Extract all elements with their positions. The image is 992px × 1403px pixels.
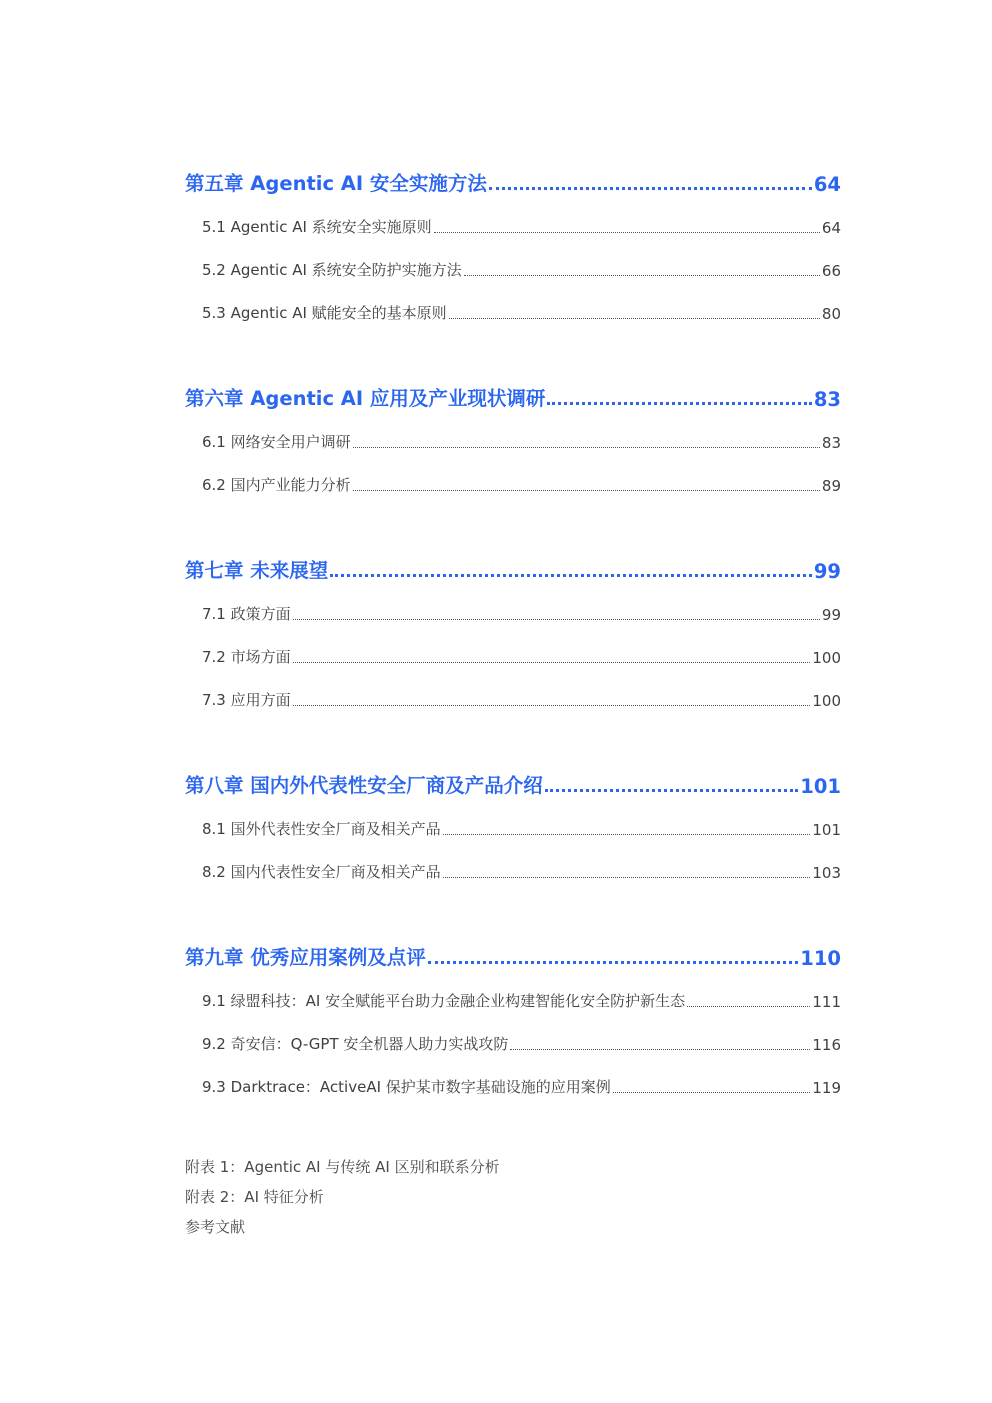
leader-dots xyxy=(353,447,820,448)
chapter-title: 第七章 未来展望 xyxy=(185,559,329,582)
section-title: 5.2 Agentic AI 系统安全防护实施方法 xyxy=(202,261,462,279)
toc-section-7-1[interactable] xyxy=(202,600,841,624)
toc-section-7-3[interactable] xyxy=(202,686,841,710)
section-title: 9.1 绿盟科技：AI 安全赋能平台助力金融企业构建智能化安全防护新生态 xyxy=(202,992,686,1010)
section-title: 8.1 国外代表性安全厂商及相关产品 xyxy=(202,820,441,838)
toc-section-5-2[interactable] xyxy=(202,256,841,280)
toc-section-8-2[interactable] xyxy=(202,858,841,882)
leader-dots xyxy=(687,1006,810,1007)
toc-section-6-1[interactable] xyxy=(202,428,841,452)
chapter-page-number: 110 xyxy=(800,947,841,970)
leader-dots xyxy=(330,574,812,577)
leader-dots xyxy=(613,1092,811,1093)
leader-dots xyxy=(510,1049,810,1050)
appendix-table-2[interactable]: 附表 2：AI 特征分析 xyxy=(185,1188,324,1206)
leader-dots xyxy=(434,232,820,233)
toc-section-6-2[interactable] xyxy=(202,471,841,495)
toc-section-7-2[interactable] xyxy=(202,643,841,667)
leader-dots xyxy=(449,318,820,319)
section-title: 6.2 国内产业能力分析 xyxy=(202,476,351,494)
leader-dots xyxy=(464,275,820,276)
section-page-number: 66 xyxy=(821,262,841,280)
toc-chapter-9[interactable] xyxy=(185,940,841,970)
leader-dots xyxy=(293,705,811,706)
section-title: 5.3 Agentic AI 赋能安全的基本原则 xyxy=(202,304,447,322)
section-title: 5.1 Agentic AI 系统安全实施原则 xyxy=(202,218,432,236)
chapter-title: 第八章 国内外代表性安全厂商及产品介绍 xyxy=(185,774,543,797)
leader-dots xyxy=(293,619,820,620)
section-title: 8.2 国内代表性安全厂商及相关产品 xyxy=(202,863,441,881)
toc-section-9-3[interactable] xyxy=(202,1073,841,1097)
toc-chapter-7[interactable] xyxy=(185,553,841,583)
section-page-number: 89 xyxy=(821,477,841,495)
toc-chapter-6[interactable] xyxy=(185,381,841,411)
leader-dots xyxy=(353,490,820,491)
toc-section-5-1[interactable] xyxy=(202,213,841,237)
chapter-page-number: 83 xyxy=(813,388,841,411)
appendix-table-1[interactable]: 附表 1：Agentic AI 与传统 AI 区别和联系分析 xyxy=(185,1158,500,1176)
section-title: 9.2 奇安信：Q-GPT 安全机器人助力实战攻防 xyxy=(202,1035,509,1053)
chapter-page-number: 101 xyxy=(800,775,841,798)
section-page-number: 111 xyxy=(812,993,841,1011)
chapter-title: 第九章 优秀应用案例及点评 xyxy=(185,946,426,969)
section-page-number: 101 xyxy=(812,821,841,839)
leader-dots xyxy=(489,187,812,190)
toc-section-5-3[interactable] xyxy=(202,299,841,323)
chapter-page-number: 64 xyxy=(813,173,841,196)
section-page-number: 83 xyxy=(821,434,841,452)
toc-section-8-1[interactable] xyxy=(202,815,841,839)
section-page-number: 116 xyxy=(812,1036,841,1054)
leader-dots xyxy=(443,877,811,878)
section-page-number: 80 xyxy=(821,305,841,323)
section-page-number: 100 xyxy=(812,692,841,710)
section-page-number: 119 xyxy=(812,1079,841,1097)
section-title: 7.1 政策方面 xyxy=(202,605,291,623)
section-page-number: 64 xyxy=(821,219,841,237)
section-title: 6.1 网络安全用户调研 xyxy=(202,433,351,451)
chapter-page-number: 99 xyxy=(813,560,841,583)
leader-dots xyxy=(547,402,811,405)
toc-section-9-1[interactable] xyxy=(202,987,841,1011)
section-title: 7.3 应用方面 xyxy=(202,691,291,709)
toc-section-9-2[interactable] xyxy=(202,1030,841,1054)
section-title: 7.2 市场方面 xyxy=(202,648,291,666)
references[interactable]: 参考文献 xyxy=(185,1218,246,1236)
section-title: 9.3 Darktrace：ActiveAI 保护某市数字基础设施的应用案例 xyxy=(202,1078,611,1096)
toc-chapter-8[interactable] xyxy=(185,768,841,798)
leader-dots xyxy=(443,834,811,835)
leader-dots xyxy=(293,662,811,663)
leader-dots xyxy=(428,961,798,964)
section-page-number: 99 xyxy=(821,606,841,624)
chapter-title: 第六章 Agentic AI 应用及产业现状调研 xyxy=(185,387,546,410)
toc-chapter-5[interactable] xyxy=(185,166,841,196)
section-page-number: 103 xyxy=(812,864,841,882)
section-page-number: 100 xyxy=(812,649,841,667)
leader-dots xyxy=(545,789,798,792)
chapter-title: 第五章 Agentic AI 安全实施方法 xyxy=(185,172,487,195)
